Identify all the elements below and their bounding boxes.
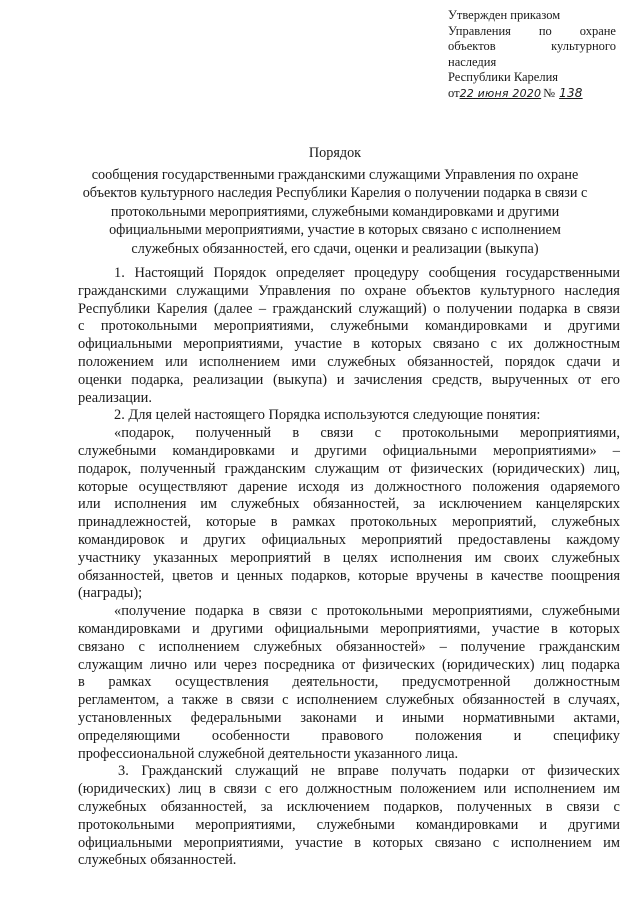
subtitle-line: протокольными мероприятиями, служебными командировками и другими: [110, 203, 560, 220]
paragraph-line: установленных федеральными законами и иными нормативными актами,: [78, 709, 620, 726]
paragraph-line: «получение подарка в связи с протокольными мероприятиями, служебными: [114, 603, 620, 620]
subtitle-line: объектов культурного наследия Республики Карелия о получении подарка в связи с: [82, 185, 588, 201]
approval-word: по: [538, 23, 552, 38]
approval-word: объектов: [448, 39, 496, 53]
paragraph-line: реализации.: [78, 389, 152, 406]
document-title-block: [70, 144, 600, 258]
paragraph-line: (юридических) лиц в связи с его должностным положением или исполнением им: [78, 781, 620, 798]
document-body: [78, 265, 620, 870]
approval-line-3: [448, 39, 616, 55]
paragraph-line: 1. Настоящий Порядок определяет процедуру сообщения государственными: [114, 265, 620, 281]
paragraph-line: служебными командировками и другими официальными мероприятиями» –: [78, 442, 620, 459]
paragraph-line: протокольными мероприятиями, служебными командировками и другими: [78, 816, 620, 833]
paragraph-line: «подарок, полученный в связи с протокольными мероприятиями,: [114, 425, 620, 442]
subtitle-line: служебных обязанностей, его сдачи, оценки и реализации (выкупа): [131, 240, 539, 257]
paragraph-line: обязанностей, цветов и ценных подарков, которые вручены в качестве поощрения: [78, 567, 620, 584]
paragraph-line: Республики Карелия (далее – гражданский служащий) о получении подарка в связи: [78, 300, 620, 317]
number-prefix: №: [543, 85, 556, 100]
paragraph-line: которые осуществляют дарение исходя из должностного положения одаряемого: [78, 478, 620, 495]
paragraph-line: в рамках осуществления деятельности, предусмотренной должностным: [78, 674, 620, 691]
paragraph-line: служебных обязанностей.: [78, 852, 237, 869]
paragraph-line: определяющими особенности правового положения и специфику: [78, 727, 620, 744]
paragraph-line: 3. Гражданский служащий не вправе получать подарки от физических: [118, 763, 620, 780]
paragraph-line: регламентом, а также в связи с исполнением служебных обязанностей в случаях,: [78, 692, 620, 709]
paragraph-line: участнику указанных мероприятий в целях исполнения им своих служебных: [78, 549, 620, 566]
paragraph-line: официальными мероприятиями, участие в которых связано с их должностным: [78, 336, 620, 353]
paragraph-line: гражданскими служащими Управления по охране объектов культурного наследия: [78, 282, 620, 299]
paragraph-line: служебных обязанностей, за исключением подарков, полученных в связи с: [78, 798, 620, 815]
approval-date-line: [448, 86, 616, 102]
paragraph-line: служащим лично или через посредника от физических (юридических) лиц подарка: [78, 656, 620, 673]
paragraph-line: принадлежностей, которые в рамках протокольных мероприятий, служебных: [78, 514, 620, 531]
subtitle-line: официальными мероприятиями, участие в которых связано с исполнением: [109, 222, 561, 238]
subtitle-line: сообщения государственными гражданскими служащими Управления по охране: [91, 166, 579, 183]
paragraph-line: 2. Для целей настоящего Порядка используются следующие понятия:: [114, 407, 541, 424]
paragraph-line: оценки подарка, реализации (выкупа) и зачисления средств, вырученных от его: [78, 371, 620, 388]
paragraph-line: подарок, полученный гражданским служащим от физических (юридических) лиц,: [78, 460, 620, 477]
paragraph-line: связано с исполнением служебных обязанностей» – получение гражданским: [78, 638, 620, 655]
paragraph-line: (награды);: [78, 585, 143, 602]
paragraph-line: положением или исполнением ими служебных обязанностей, порядок сдачи и: [78, 353, 620, 370]
approval-word: Управления: [448, 23, 511, 38]
approval-word: охране: [579, 23, 616, 38]
approval-word: культурного: [551, 39, 616, 53]
paragraph-line: с протокольными мероприятиями, служебными командировками и другими: [78, 318, 620, 335]
date-prefix: от: [448, 85, 460, 100]
approval-stamp: [448, 8, 616, 101]
approval-line-2: [448, 24, 616, 40]
approval-line-4: наследия: [448, 54, 497, 69]
handwritten-date: 22 июня 2020: [459, 86, 542, 100]
paragraph-line: командировками и другими официальными мероприятиями, участие в которых: [78, 620, 620, 637]
paragraph-line: официальными мероприятиями, участие в которых связано с исполнением им: [78, 834, 620, 851]
approval-line-1: Утвержден приказом: [448, 8, 561, 22]
handwritten-number: 138: [559, 85, 583, 100]
document-title: Порядок: [308, 145, 362, 161]
paragraph-line: или исполнения им служебных обязанностей, за исключением канцелярских: [78, 496, 620, 513]
paragraph-line: профессиональной служебной деятельности указанного лица.: [78, 745, 459, 762]
approval-line-5: Республики Карелия: [448, 70, 559, 84]
paragraph-line: командировок и других официальных мероприятий предоставлены каждому: [78, 531, 620, 548]
